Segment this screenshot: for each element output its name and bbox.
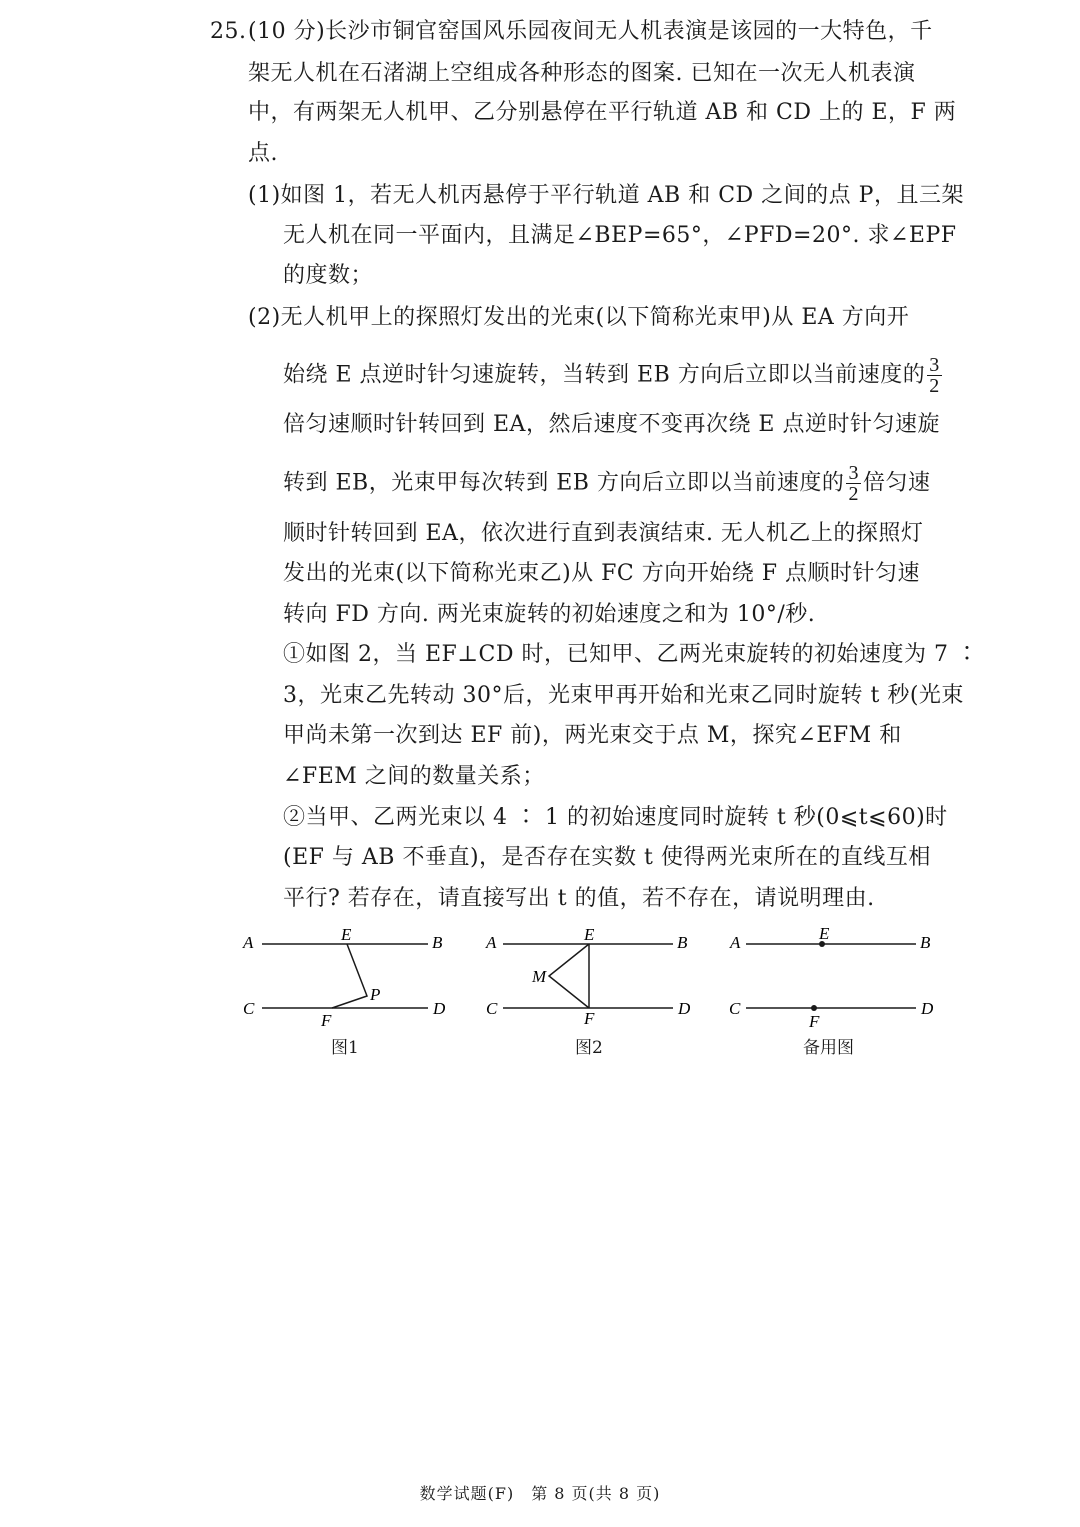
fig2-path-emf bbox=[549, 944, 589, 1008]
fig3-label-f: F bbox=[809, 1012, 820, 1031]
part2-line-6: 发出的光束(以下简称光束乙)从 FC 方向开始绕 F 点顺时针匀速 bbox=[283, 561, 921, 586]
fraction-three-halves bbox=[927, 355, 942, 396]
fig2-caption: 图2 bbox=[575, 1038, 603, 1058]
fig1-label-b: B bbox=[432, 933, 443, 952]
problem-number: 25. bbox=[210, 19, 247, 44]
fraction-numerator: 3 bbox=[929, 354, 940, 376]
sub1-line-3: 甲尚未第一次到达 EF 前)，两光束交于点 M，探究∠EFM 和 bbox=[283, 723, 902, 748]
fig3-label-c: C bbox=[729, 999, 741, 1018]
intro-line-3: 中，有两架无人机甲、乙分别悬停在平行轨道 AB 和 CD 上的 E，F 两 bbox=[248, 100, 957, 125]
fig2-label-f: F bbox=[584, 1009, 595, 1028]
fig3-caption: 备用图 bbox=[803, 1038, 854, 1058]
part2-line-1: (2)无人机甲上的探照灯发出的光束(以下简称光束甲)从 EA 方向开 bbox=[248, 305, 910, 330]
fig3-label-e: E bbox=[819, 924, 830, 943]
intro-line-4: 点. bbox=[248, 141, 278, 166]
fraction-numerator-2: 3 bbox=[848, 462, 859, 484]
fig1-label-d: D bbox=[433, 999, 446, 1018]
intro-line-2: 架无人机在石渚湖上空组成各种形态的图案. 已知在一次无人机表演 bbox=[248, 61, 916, 86]
part2-line-3: 倍匀速顺时针转回到 EA，然后速度不变再次绕 E 点逆时针匀速旋 bbox=[283, 412, 940, 437]
sub2-line-2: (EF 与 AB 不垂直)，是否存在实数 t 使得两光束所在的直线互相 bbox=[283, 845, 931, 870]
fig3-label-a: A bbox=[730, 933, 741, 952]
part1-line-3: 的度数； bbox=[283, 263, 374, 288]
sub1-line-2: 3，光束乙先转动 30°后，光束甲再开始和光束乙同时旋转 t 秒(光束 bbox=[283, 683, 964, 708]
fraction-denominator: 2 bbox=[929, 375, 940, 397]
part2-line-2-text: 始绕 E 点逆时针匀速旋转，当转到 EB 方向后立即以当前速度的 bbox=[283, 362, 926, 388]
part2-line-2 bbox=[283, 355, 944, 396]
fig1-label-a: A bbox=[243, 933, 254, 952]
sub1-line-4: ∠FEM 之间的数量关系； bbox=[283, 764, 545, 789]
fig2-label-a: A bbox=[486, 933, 497, 952]
fig2-label-m: M bbox=[532, 967, 547, 986]
intro-line-1: (10 分)长沙市铜官窑国风乐园夜间无人机表演是该园的一大特色，千 bbox=[248, 19, 933, 44]
fig3-label-d: D bbox=[921, 999, 934, 1018]
figures-svg bbox=[0, 920, 1080, 1060]
figure-1 bbox=[262, 944, 428, 1008]
fig2-label-b: B bbox=[677, 933, 688, 952]
fig3-label-b: B bbox=[920, 933, 931, 952]
figure-2 bbox=[503, 944, 673, 1008]
part1-line-1: (1)如图 1，若无人机丙悬停于平行轨道 AB 和 CD 之间的点 P，且三架 bbox=[248, 183, 964, 208]
fig3-point-f bbox=[811, 1005, 817, 1011]
sub1-line-1: ①如图 2，当 EF⊥CD 时，已知甲、乙两光束旋转的初始速度为 7 ∶ bbox=[283, 642, 979, 667]
part2-line-4-tail: 倍匀速 bbox=[862, 470, 931, 496]
part2-line-7: 转向 FD 方向. 两光束旋转的初始速度之和为 10°/秒. bbox=[283, 602, 816, 627]
sub2-line-3: 平行? 若存在，请直接写出 t 的值，若不存在，请说明理由. bbox=[283, 886, 875, 911]
fig1-caption: 图1 bbox=[331, 1038, 359, 1058]
fig2-label-d: D bbox=[678, 999, 691, 1018]
fig1-label-f: F bbox=[321, 1011, 332, 1030]
part2-line-4 bbox=[283, 463, 930, 504]
part2-line-5: 顺时针转回到 EA，依次进行直到表演结束. 无人机乙上的探照灯 bbox=[283, 521, 924, 546]
fraction-denominator-2: 2 bbox=[848, 483, 859, 505]
part2-line-4-text: 转到 EB，光束甲每次转到 EB 方向后立即以当前速度的 bbox=[283, 470, 845, 496]
fig1-path-epf bbox=[332, 944, 367, 1008]
fig1-label-c: C bbox=[243, 999, 255, 1018]
figure-3 bbox=[746, 944, 916, 1008]
fig2-label-e: E bbox=[584, 925, 595, 944]
part1-line-2: 无人机在同一平面内，且满足∠BEP=65°，∠PFD=20°. 求∠EPF bbox=[283, 223, 957, 248]
fig1-label-p: P bbox=[370, 985, 381, 1004]
fraction-three-halves-2 bbox=[846, 463, 861, 504]
page-footer: 数学试题(F) 第 8 页(共 8 页) bbox=[419, 1484, 661, 1503]
fig2-label-c: C bbox=[486, 999, 498, 1018]
sub2-line-1: ②当甲、乙两光束以 4 ∶ 1 的初始速度同时旋转 t 秒(0⩽t⩽60)时 bbox=[283, 805, 948, 830]
fig1-label-e: E bbox=[341, 925, 352, 944]
